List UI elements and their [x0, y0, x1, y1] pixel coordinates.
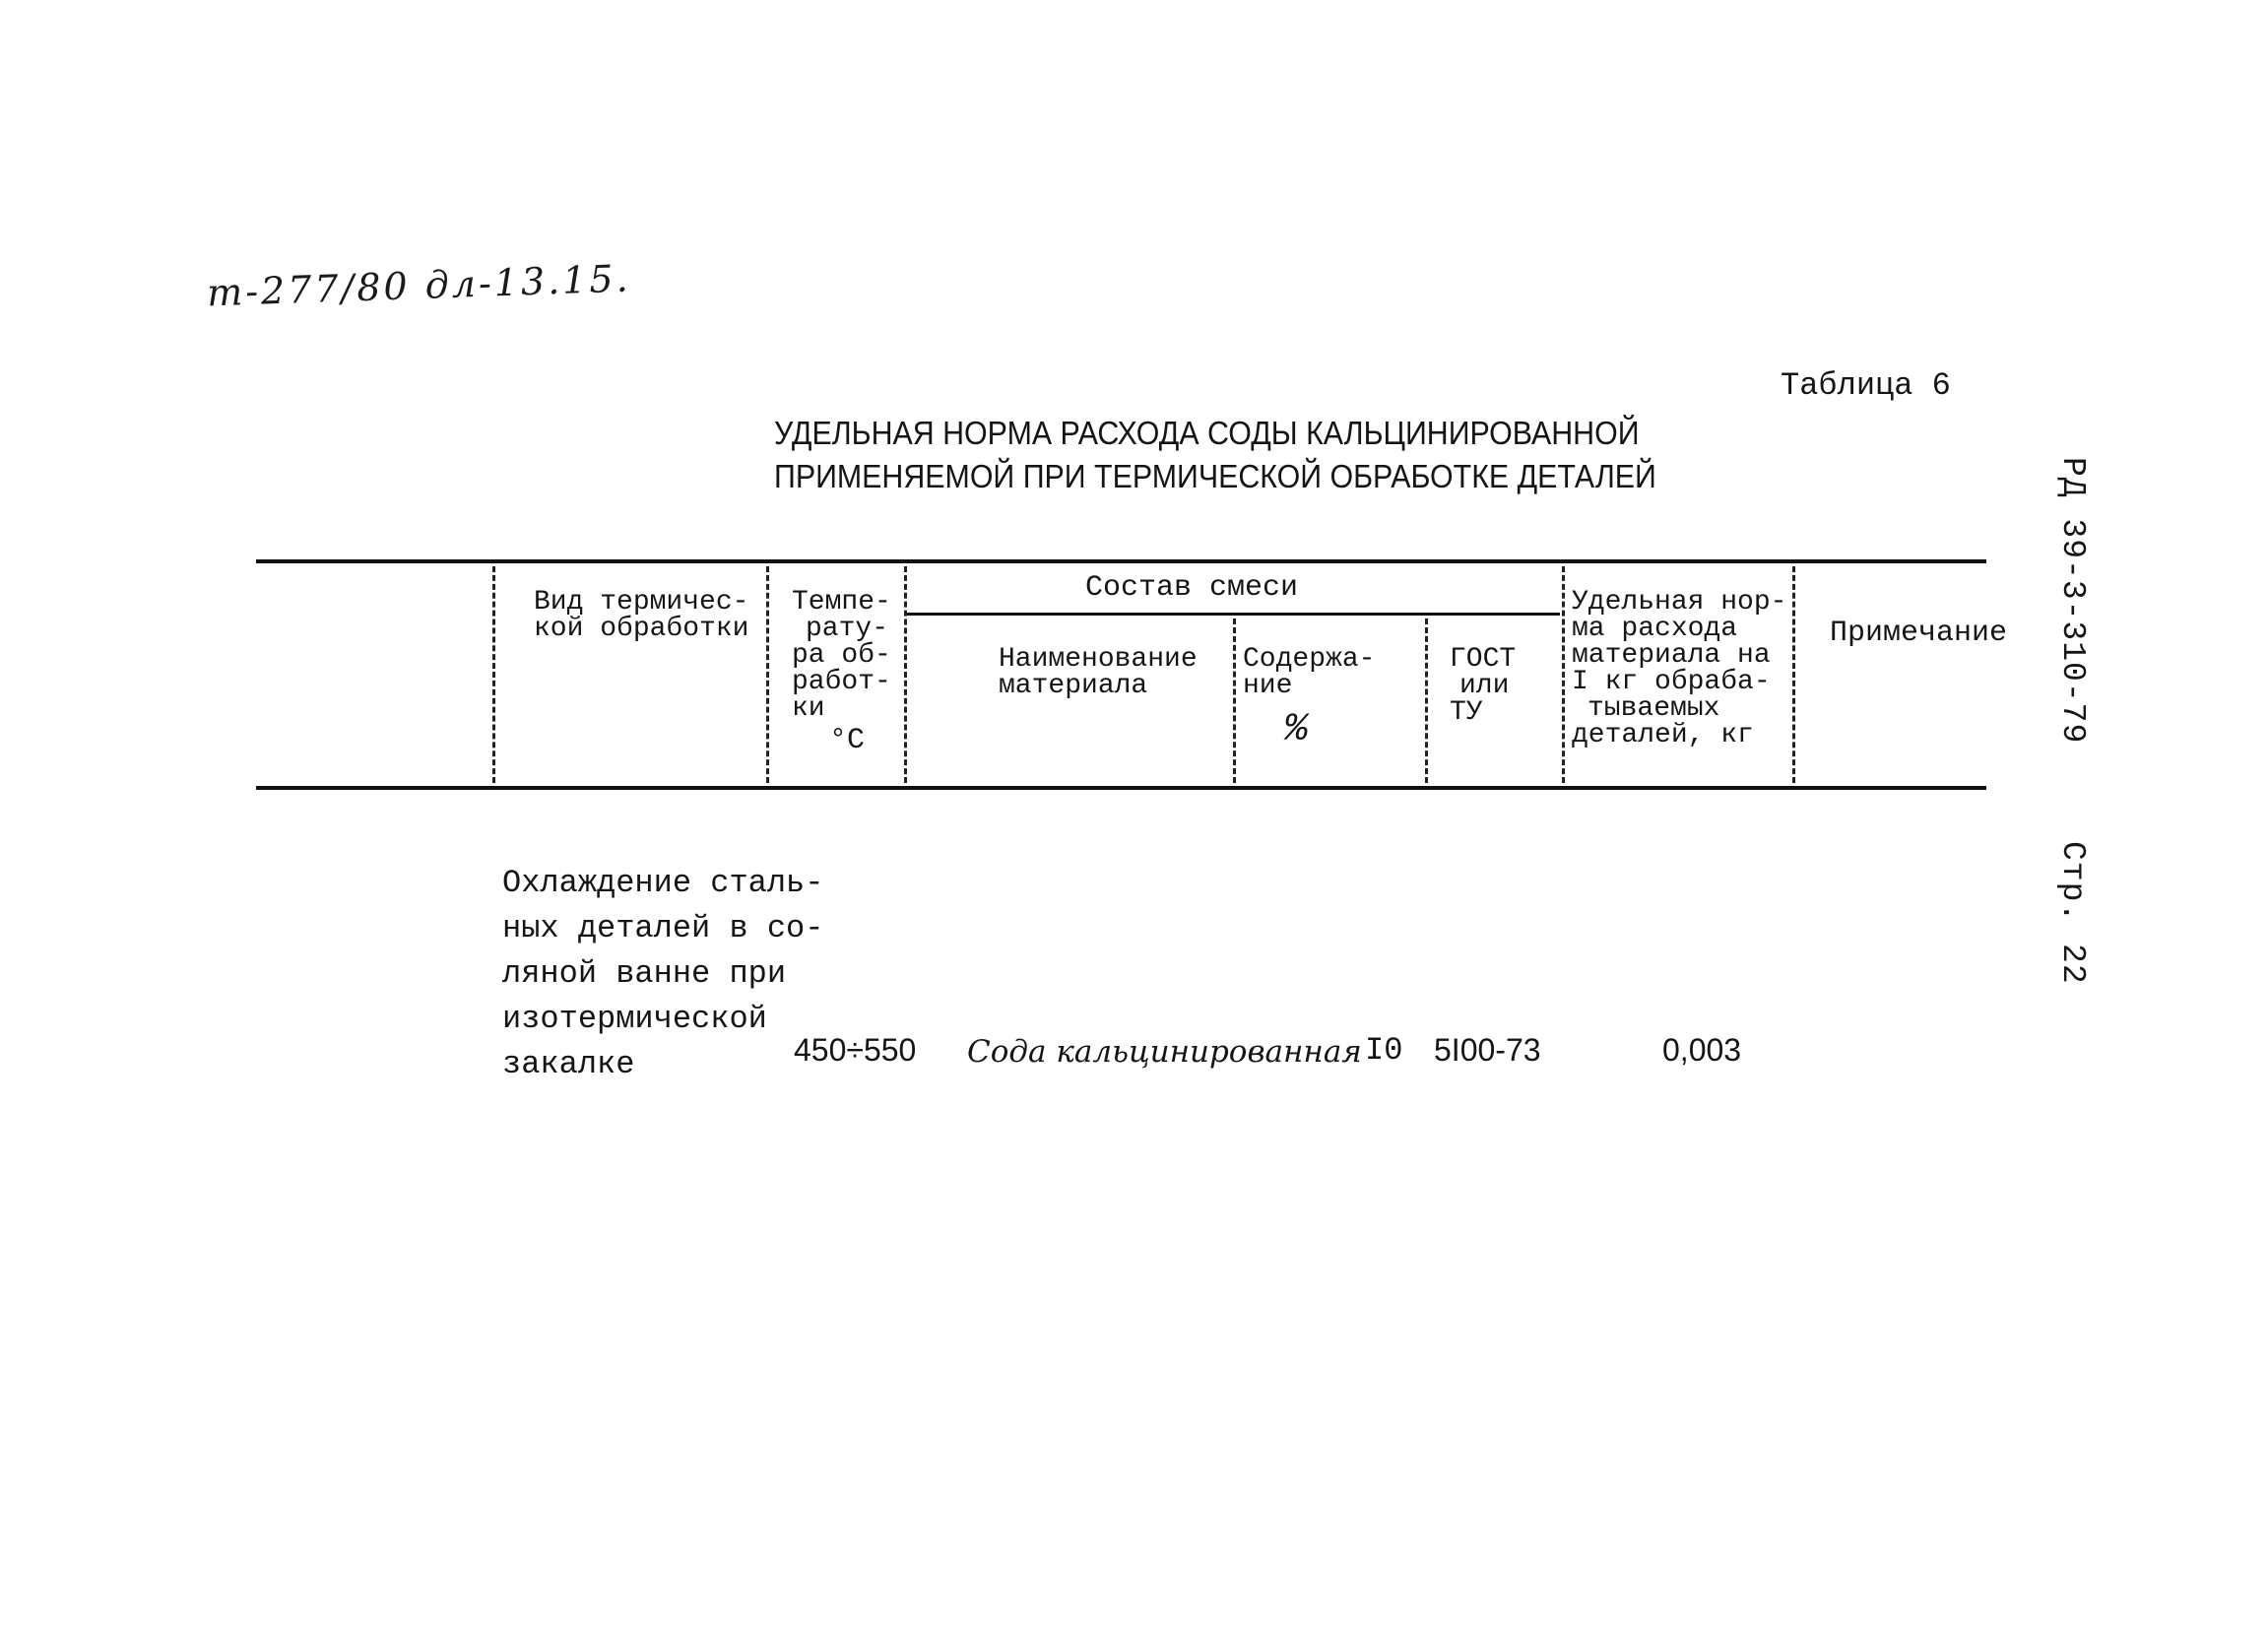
table-title-line-2: ПРИМЕНЯЕМОЙ ПРИ ТЕРМИЧЕСКОЙ ОБРАБОТКЕ ДЕТАЛЕЙ [774, 458, 1656, 494]
row-1-specific-norm: 0,003 [1662, 1032, 1742, 1068]
header-content: Содержа- ние % [1243, 644, 1376, 752]
column-separator [1562, 566, 1565, 783]
column-separator [904, 566, 907, 783]
page-number: Стр. 22 [2054, 841, 2091, 985]
row-1-gost: 5I00-73 [1434, 1032, 1541, 1068]
column-separator [1425, 619, 1428, 783]
column-separator [1792, 566, 1795, 783]
header-treatment-type: Вид термичес- кой обработки [534, 587, 749, 644]
table-title-line-1: УДЕЛЬНАЯ НОРМА РАСХОДА СОДЫ КАЛЬЦИНИРОВАННОЙ [774, 415, 1640, 451]
header-material-name: Наименование материала [999, 644, 1198, 701]
table-header-top-rule [256, 559, 1986, 563]
table-title [774, 412, 1656, 498]
row-1-material: Сода кальцинированная [967, 1034, 1362, 1070]
row-1-content: I0 [1365, 1032, 1403, 1069]
handwritten-archive-note: т-277/80 дл-13.15. [206, 256, 632, 315]
header-gost: ГОСТ или ТУ [1450, 644, 1517, 728]
column-separator [1233, 619, 1236, 783]
header-note: Примечание [1830, 617, 2008, 650]
header-specific-norm: Удельная нор- ма расхода материала на I кг обраба- тываемых деталей, кг [1572, 587, 1787, 750]
column-separator [492, 566, 495, 783]
mixture-subheader-rule [906, 613, 1560, 616]
header-mixture-composition: Состав смеси [1085, 571, 1299, 605]
row-1-temperature: 450÷550 [794, 1032, 917, 1068]
document-code: РД 39-3-310-79 [2054, 457, 2091, 745]
row-1-treatment: Охлаждение сталь- ных деталей в со- ляной ванне при изотермической закалке [502, 865, 824, 1082]
table-header-bottom-rule [256, 786, 1986, 790]
column-separator [766, 566, 769, 783]
table-number-label: Таблица 6 [1781, 367, 1951, 404]
header-temperature: Темпе- рату- ра об- работ- ки °С [792, 587, 891, 757]
